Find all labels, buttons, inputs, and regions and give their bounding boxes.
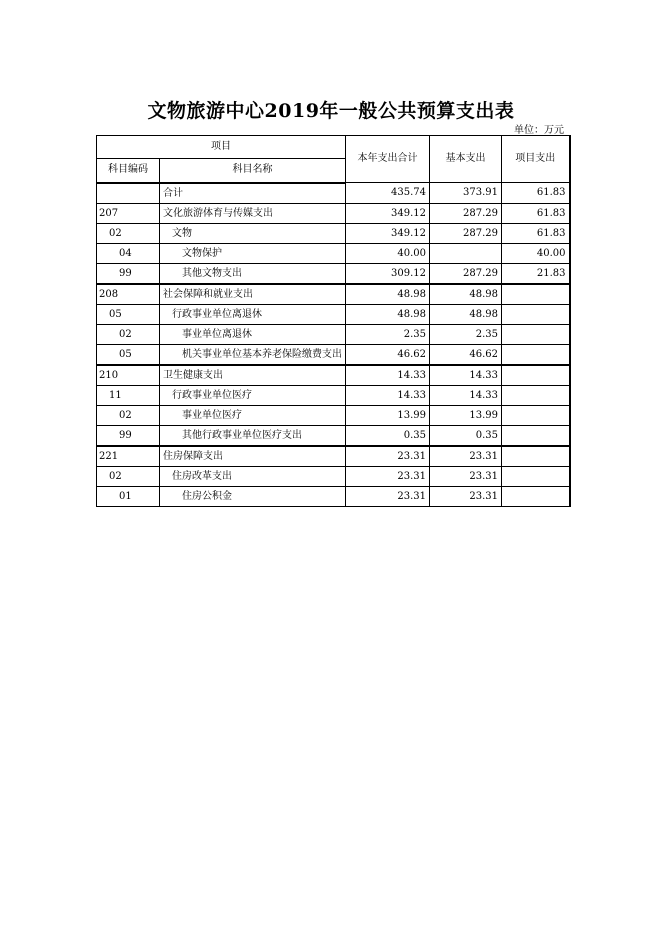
cell-total: 349.12 [346,203,430,223]
cell-name: 住房改革支出 [160,466,346,486]
cell-code: 99 [97,263,160,284]
cell-name: 文化旅游体育与传媒支出 [160,203,346,223]
cell-project [502,365,570,386]
cell-basic: 46.62 [430,344,502,365]
table-row [97,284,570,305]
cell-name: 机关事业单位基本养老保险缴费支出 [160,344,346,365]
table-row [97,324,570,344]
cell-name: 住房保障支出 [160,446,346,467]
cell-total: 14.33 [346,365,430,386]
cell-basic: 0.35 [430,425,502,446]
cell-basic: 2.35 [430,324,502,344]
cell-total: 48.98 [346,284,430,305]
cell-name: 事业单位医疗 [160,405,346,425]
cell-total: 48.98 [346,304,430,324]
cell-basic: 23.31 [430,466,502,486]
cell-basic [430,243,502,263]
header-total: 本年支出合计 [346,136,430,183]
cell-code: 04 [97,243,160,263]
cell-name: 事业单位离退休 [160,324,346,344]
cell-total: 14.33 [346,385,430,405]
table-row [97,425,570,446]
cell-basic: 13.99 [430,405,502,425]
header-project-expense: 项目支出 [502,136,570,183]
cell-code: 11 [97,385,160,405]
cell-code: 210 [97,365,160,386]
table-row [97,183,570,204]
cell-code: 02 [97,466,160,486]
cell-name: 行政事业单位医疗 [160,385,346,405]
cell-total: 0.35 [346,425,430,446]
cell-basic: 373.91 [430,183,502,204]
cell-basic: 14.33 [430,365,502,386]
table-row [97,243,570,263]
cell-total: 309.12 [346,263,430,284]
cell-code: 02 [97,405,160,425]
table-row [97,304,570,324]
cell-code [97,183,160,204]
cell-total: 23.31 [346,466,430,486]
cell-code: 99 [97,425,160,446]
cell-total: 40.00 [346,243,430,263]
cell-project [502,324,570,344]
cell-code: 01 [97,486,160,506]
cell-total: 23.31 [346,446,430,467]
budget-table [96,135,571,507]
header-basic: 基本支出 [430,136,502,183]
header-row-1 [97,136,570,159]
cell-name: 住房公积金 [160,486,346,506]
cell-name: 合计 [160,183,346,204]
table-row [97,365,570,386]
cell-basic: 23.31 [430,446,502,467]
cell-project [502,304,570,324]
cell-basic: 23.31 [430,486,502,506]
cell-basic: 287.29 [430,263,502,284]
cell-project [502,466,570,486]
cell-project: 40.00 [502,243,570,263]
cell-project: 21.83 [502,263,570,284]
table-row [97,405,570,425]
cell-total: 349.12 [346,223,430,243]
table-row [97,486,570,506]
cell-basic: 287.29 [430,203,502,223]
cell-code: 221 [97,446,160,467]
table-row [97,203,570,223]
cell-total: 13.99 [346,405,430,425]
cell-name: 卫生健康支出 [160,365,346,386]
cell-project [502,284,570,305]
cell-name: 行政事业单位离退休 [160,304,346,324]
cell-basic: 48.98 [430,304,502,324]
cell-total: 2.35 [346,324,430,344]
table-row [97,344,570,365]
cell-basic: 48.98 [430,284,502,305]
cell-project: 61.83 [502,223,570,243]
cell-name: 其他文物支出 [160,263,346,284]
cell-project [502,425,570,446]
cell-code: 02 [97,223,160,243]
header-project: 项目 [97,136,346,159]
cell-code: 208 [97,284,160,305]
cell-project: 61.83 [502,203,570,223]
cell-basic: 287.29 [430,223,502,243]
table-row [97,446,570,467]
cell-name: 文物保护 [160,243,346,263]
page-title: 文物旅游中心2019年一般公共预算支出表 [147,100,515,122]
unit-label: 单位：万元 [514,125,564,136]
cell-name: 其他行政事业单位医疗支出 [160,425,346,446]
cell-project [502,486,570,506]
cell-project [502,446,570,467]
cell-basic: 14.33 [430,385,502,405]
cell-code: 207 [97,203,160,223]
table-row [97,466,570,486]
table-row [97,263,570,284]
cell-code: 05 [97,304,160,324]
cell-code: 02 [97,324,160,344]
header-code: 科目编码 [97,159,160,183]
cell-code: 05 [97,344,160,365]
header-name: 科目名称 [160,159,346,183]
cell-project [502,405,570,425]
table-row [97,223,570,243]
cell-total: 435.74 [346,183,430,204]
cell-total: 46.62 [346,344,430,365]
cell-project: 61.83 [502,183,570,204]
cell-name: 社会保障和就业支出 [160,284,346,305]
cell-total: 23.31 [346,486,430,506]
table-row [97,385,570,405]
cell-project [502,344,570,365]
cell-name: 文物 [160,223,346,243]
cell-project [502,385,570,405]
